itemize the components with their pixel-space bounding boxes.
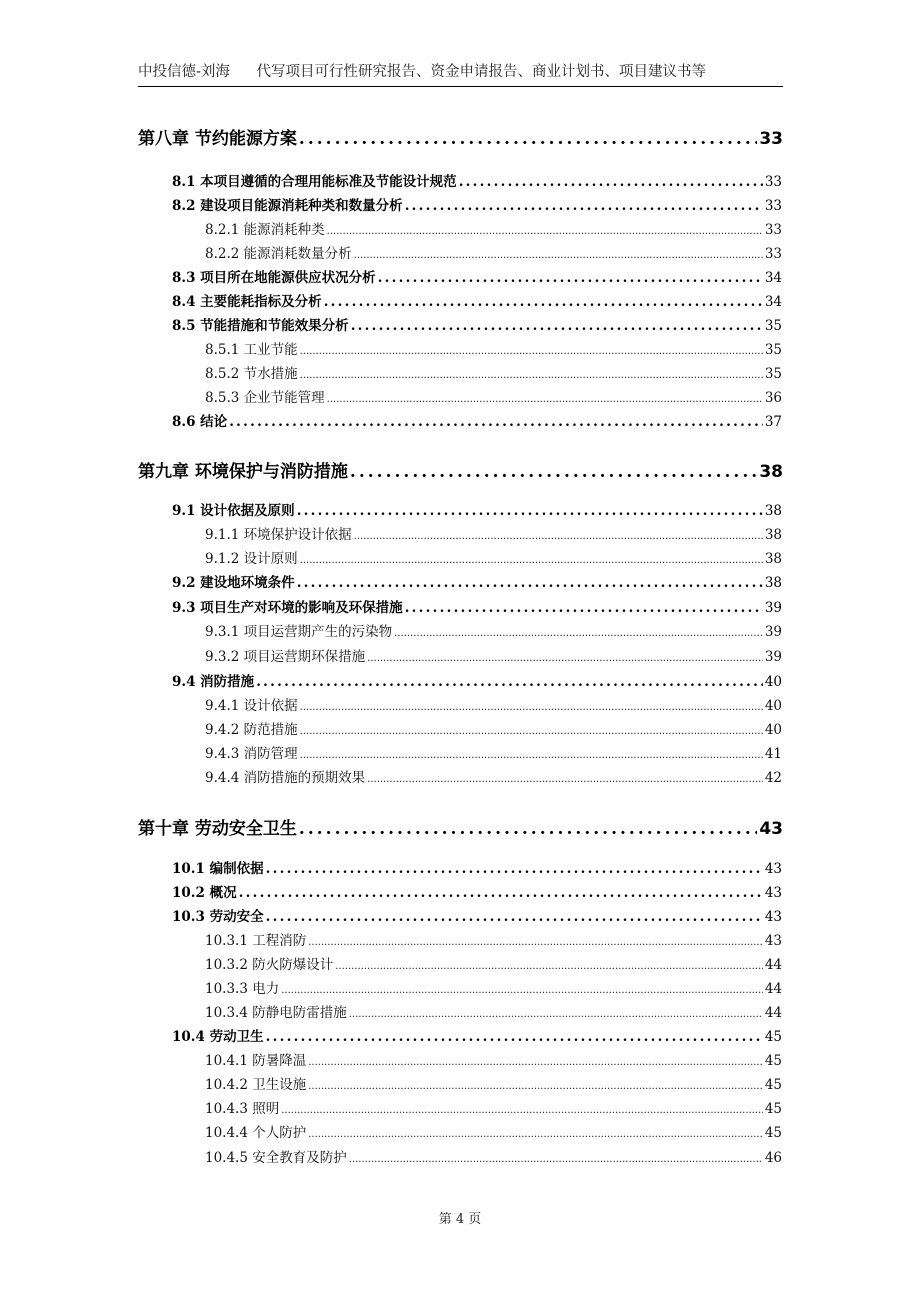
toc-entry-page: 43: [764, 933, 782, 949]
toc-dot-leader: [266, 909, 763, 925]
toc-entry-sub[interactable]: [205, 242, 782, 262]
toc-entry-title: 10.4.2 卫生设施: [205, 1077, 307, 1093]
toc-entry-title: 9.1.1 环境保护设计依据: [205, 527, 352, 543]
toc-entry-title: 8.6 结论: [172, 414, 228, 430]
toc-dot-leader: [308, 1125, 763, 1141]
toc-entry-section[interactable]: [172, 571, 782, 591]
toc-entry-sub[interactable]: [205, 1049, 782, 1069]
toc-dot-leader: [266, 1029, 763, 1045]
toc-entry-title: 9.4.2 防范措施: [205, 722, 298, 738]
toc-entry-sub[interactable]: [205, 547, 782, 567]
page-number: 第 4 页: [438, 1212, 482, 1227]
toc-entry-title: 8.3 项目所在地能源供应状况分析: [172, 270, 376, 286]
toc-dot-leader: [308, 1053, 763, 1069]
toc-entry-sub[interactable]: [205, 742, 782, 762]
header-company: 中投信德-刘海: [138, 64, 230, 80]
toc-entry-section[interactable]: [172, 266, 782, 286]
toc-entry-title: 9.1 设计依据及原则: [172, 503, 295, 519]
toc-entry-title: 10.2 概况: [172, 885, 237, 901]
toc-entry-page: 35: [764, 342, 782, 358]
toc-dot-leader: [299, 129, 757, 149]
toc-entry-title: 8.2.1 能源消耗种类: [205, 222, 325, 238]
toc-entry-page: 38: [764, 503, 782, 519]
toc-dot-leader: [324, 294, 763, 310]
toc-entry-title: 10.1 编制依据: [172, 861, 264, 877]
toc-dot-leader: [349, 1005, 763, 1021]
toc-entry-sub[interactable]: [205, 929, 782, 949]
toc-entry-page: 42: [764, 770, 782, 786]
toc-entry-page: 43: [764, 885, 782, 901]
toc-entry-page: 40: [764, 674, 782, 690]
toc-entry-title: 9.4.1 设计依据: [205, 698, 298, 714]
toc-dot-leader: [367, 649, 763, 665]
toc-entry-sub[interactable]: [205, 523, 782, 543]
toc-dot-leader: [327, 222, 763, 238]
toc-entry-title: 9.4 消防措施: [172, 674, 255, 690]
toc-entry-title: 第九章 环境保护与消防措施: [138, 462, 348, 482]
toc-entry-title: 8.2 建设项目能源消耗种类和数量分析: [172, 198, 403, 214]
toc-entry-sub[interactable]: [205, 1073, 782, 1093]
toc-entry-page: 43: [764, 909, 782, 925]
toc-entry-page: 39: [764, 600, 782, 616]
toc-entry-section[interactable]: [172, 290, 782, 310]
toc-entry-section[interactable]: [172, 905, 782, 925]
toc-dot-leader: [351, 318, 763, 334]
toc-dot-leader: [308, 1077, 763, 1093]
toc-entry-sub[interactable]: [205, 620, 782, 640]
toc-dot-leader: [299, 819, 757, 839]
toc-entry-chapter[interactable]: [138, 814, 783, 838]
toc-entry-title: 10.3.2 防火防爆设计: [205, 957, 334, 973]
toc-entry-sub[interactable]: [205, 645, 782, 665]
toc-entry-title: 10.4.3 照明: [205, 1101, 280, 1117]
toc-dot-leader: [300, 746, 763, 762]
toc-entry-page: 43: [764, 861, 782, 877]
toc-entry-title: 10.4.4 个人防护: [205, 1125, 307, 1141]
toc-entry-sub[interactable]: [205, 1001, 782, 1021]
toc-entry-title: 8.1 本项目遵循的合理用能标准及节能设计规范: [172, 174, 457, 190]
toc-dot-leader: [281, 981, 763, 997]
toc-dot-leader: [281, 1101, 763, 1117]
toc-entry-chapter[interactable]: [138, 124, 783, 148]
toc-entry-page: 46: [764, 1150, 782, 1166]
toc-entry-title: 8.5.1 工业节能: [205, 342, 298, 358]
toc-entry-sub[interactable]: [205, 977, 782, 997]
toc-entry-title: 10.3 劳动安全: [172, 909, 264, 925]
toc-dot-leader: [378, 270, 763, 286]
toc-entry-page: 39: [764, 624, 782, 640]
toc-entry-title: 8.5.3 企业节能管理: [205, 390, 325, 406]
toc-entry-title: 10.3.3 电力: [205, 981, 280, 997]
toc-entry-page: 38: [759, 462, 783, 482]
toc-entry-page: 35: [764, 366, 782, 382]
toc-dot-leader: [327, 390, 763, 406]
toc-entry-chapter[interactable]: [138, 457, 783, 481]
toc-entry-page: 45: [764, 1029, 782, 1045]
toc-entry-page: 33: [764, 246, 782, 262]
toc-entry-page: 45: [764, 1053, 782, 1069]
toc-entry-page: 33: [764, 222, 782, 238]
toc-dot-leader: [405, 600, 763, 616]
toc-entry-page: 38: [764, 575, 782, 591]
toc-entry-sub[interactable]: [205, 1121, 782, 1141]
toc-entry-title: 8.5.2 节水措施: [205, 366, 298, 382]
toc-entry-title: 8.2.2 能源消耗数量分析: [205, 246, 352, 262]
toc-dot-leader: [300, 698, 763, 714]
toc-entry-page: 34: [764, 270, 782, 286]
toc-entry-title: 10.4 劳动卫生: [172, 1029, 264, 1045]
toc-entry-page: 38: [764, 527, 782, 543]
toc-entry-title: 9.3.1 项目运营期产生的污染物: [205, 624, 393, 640]
toc-entry-page: 33: [764, 174, 782, 190]
toc-entry-page: 44: [764, 1005, 782, 1021]
toc-entry-sub[interactable]: [205, 718, 782, 738]
toc-entry-page: 37: [764, 414, 782, 430]
toc-entry-sub[interactable]: [205, 386, 782, 406]
toc-entry-sub[interactable]: [205, 218, 782, 238]
toc-entry-sub[interactable]: [205, 338, 782, 358]
toc-entry-section[interactable]: [172, 170, 782, 190]
toc-entry-page: 40: [764, 722, 782, 738]
toc-entry-title: 8.4 主要能耗指标及分析: [172, 294, 322, 310]
toc-dot-leader: [405, 198, 763, 214]
toc-dot-leader: [256, 674, 763, 690]
toc-dot-leader: [300, 342, 763, 358]
toc-dot-leader: [354, 246, 763, 262]
toc-entry-page: 45: [764, 1101, 782, 1117]
toc-entry-section[interactable]: [172, 499, 782, 519]
toc-entry-title: 9.4.3 消防管理: [205, 746, 298, 762]
toc-entry-page: 33: [759, 129, 783, 149]
toc-entry-sub[interactable]: [205, 953, 782, 973]
toc-entry-page: 40: [764, 698, 782, 714]
toc-dot-leader: [308, 933, 763, 949]
toc-dot-leader: [300, 722, 763, 738]
toc-dot-leader: [297, 503, 763, 519]
toc-entry-title: 10.4.1 防暑降温: [205, 1053, 307, 1069]
toc-entry-section[interactable]: [172, 670, 782, 690]
toc-entry-sub[interactable]: [205, 694, 782, 714]
header-slogan: 代写项目可行性研究报告、资金申请报告、商业计划书、项目建议书等: [256, 64, 707, 80]
toc-entry-section[interactable]: [172, 857, 782, 877]
toc-entry-title: 10.3.1 工程消防: [205, 933, 307, 949]
toc-dot-leader: [349, 1150, 763, 1166]
toc-dot-leader: [239, 885, 763, 901]
toc-dot-leader: [367, 770, 763, 786]
toc-entry-page: 39: [764, 649, 782, 665]
toc-entry-section[interactable]: [172, 596, 782, 616]
toc-entry-page: 44: [764, 981, 782, 997]
toc-entry-section[interactable]: [172, 881, 782, 901]
toc-entry-page: 35: [764, 318, 782, 334]
toc-dot-leader: [297, 575, 763, 591]
toc-entry-title: 9.3.2 项目运营期环保措施: [205, 649, 366, 665]
toc-entry-title: 10.3.4 防静电防雷措施: [205, 1005, 347, 1021]
toc-dot-leader: [459, 174, 763, 190]
toc-dot-leader: [335, 957, 763, 973]
toc-entry-page: 33: [764, 198, 782, 214]
toc-entry-page: 44: [764, 957, 782, 973]
toc-entry-title: 10.4.5 安全教育及防护: [205, 1150, 347, 1166]
toc-entry-page: 41: [764, 746, 782, 762]
toc-entry-sub[interactable]: [205, 766, 782, 786]
toc-entry-page: 34: [764, 294, 782, 310]
toc-entry-title: 9.1.2 设计原则: [205, 551, 298, 567]
toc-entry-page: 36: [764, 390, 782, 406]
toc-entry-page: 43: [759, 819, 783, 839]
toc-entry-title: 第十章 劳动安全卫生: [138, 819, 297, 839]
toc-entry-title: 9.3 项目生产对环境的影响及环保措施: [172, 600, 403, 616]
toc-dot-leader: [266, 861, 763, 877]
toc-entry-title: 9.4.4 消防措施的预期效果: [205, 770, 366, 786]
toc-dot-leader: [229, 414, 763, 430]
toc-dot-leader: [354, 527, 763, 543]
toc-entry-section[interactable]: [172, 194, 782, 214]
toc-entry-section[interactable]: [172, 1025, 782, 1045]
toc-dot-leader: [350, 462, 757, 482]
toc-entry-sub[interactable]: [205, 1146, 782, 1166]
toc-entry-sub[interactable]: [205, 1097, 782, 1117]
toc-entry-title: 第八章 节约能源方案: [138, 129, 297, 149]
toc-entry-sub[interactable]: [205, 362, 782, 382]
toc-dot-leader: [300, 366, 763, 382]
toc-entry-section[interactable]: [172, 410, 782, 430]
toc-dot-leader: [300, 551, 763, 567]
toc-entry-page: 38: [764, 551, 782, 567]
toc-entry-section[interactable]: [172, 314, 782, 334]
toc-entry-title: 9.2 建设地环境条件: [172, 575, 295, 591]
toc-entry-page: 45: [764, 1077, 782, 1093]
toc-entry-page: 45: [764, 1125, 782, 1141]
toc-dot-leader: [394, 624, 763, 640]
toc-entry-title: 8.5 节能措施和节能效果分析: [172, 318, 349, 334]
